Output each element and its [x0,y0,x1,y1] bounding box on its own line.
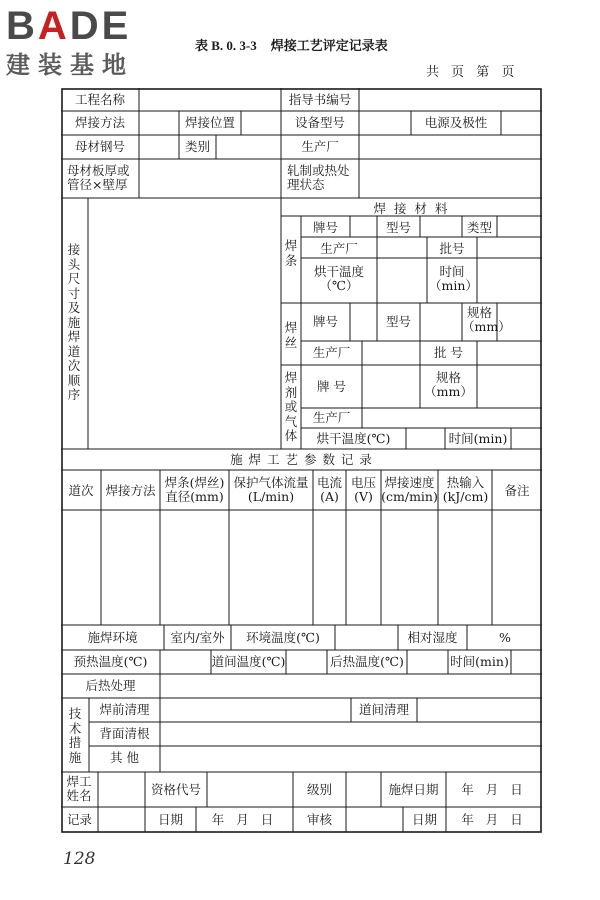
other-measures-label: 其 他 [110,750,139,765]
project-name-label: 工程名称 [74,92,125,107]
category-label: 类别 [184,139,210,154]
steel-grade-label: 母材钢号 [74,139,125,154]
col-electrode-diameter: 焊条(焊丝)直径(mm) [164,475,225,504]
flux-spec-label: 规格（mm） [424,370,473,399]
grade-label: 级别 [306,782,332,797]
wire-group-label: 焊丝 [284,320,298,350]
post-treatment-label: 后热处理 [85,678,136,693]
welder-name-label: 焊工姓名 [66,774,92,803]
logo-subtitle: 建装基地 [6,51,134,79]
col-heat-input: 热输入(kJ/cm) [442,475,489,504]
record-form [61,88,542,833]
logo [6,6,181,88]
weld-method-label: 焊接方法 [74,115,125,130]
humidity-label: 相对湿度 [407,630,458,645]
electrode-batch-label: 批号 [439,241,465,256]
flux-group-label: 焊剂或气体 [284,370,298,443]
electrode-model-label: 型号 [385,220,411,235]
thickness-label: 母材板厚或管径×壁厚 [67,163,130,192]
rolled-state-label: 轧制或热处理状态 [287,163,350,192]
manufacturer-label: 生产厂 [301,139,339,154]
interpass-temp-label: 道间温度(℃) [211,654,286,669]
indoor-outdoor-label: 室内/室外 [170,630,225,645]
wire-batch-label: 批 号 [434,345,463,360]
interpass-clean-label: 道间清理 [358,702,409,717]
col-method: 焊接方法 [105,483,156,498]
wire-manufacturer-label: 生产厂 [312,345,351,360]
electrode-type-label: 类型 [466,220,492,235]
col-gas-flow: 保护气体流量(L/min) [233,475,309,504]
col-voltage: 电压(V) [350,475,376,504]
wire-model-label: 型号 [385,314,411,329]
electrode-manufacturer-label: 生产厂 [320,241,358,256]
preheat-temp-label: 预热温度(℃) [73,654,148,669]
guide-number-label: 指导书编号 [288,92,352,107]
table-code: 表 B. 0. 3-3 [195,38,257,53]
electrode-brand-label: 牌号 [312,220,338,235]
wire-spec-label: 规格（mm） [462,305,511,334]
table-caption [195,35,388,54]
params-title: 施 焊 工 艺 参 数 记 录 [230,452,373,467]
logo-red-letter: A [37,4,70,48]
cert-code-label: 资格代号 [150,782,201,797]
col-pass: 道次 [68,483,94,498]
record-date-ymd: 年 月 日 [211,812,278,827]
electrode-time-label: 时间（min） [429,264,478,293]
flux-manufacturer-label: 生产厂 [312,410,351,425]
recorder-label: 记录 [66,812,92,827]
record-date-label: 日期 [157,812,183,827]
col-current: 电流(A) [316,475,342,504]
weld-environment-label: 施焊环境 [87,630,138,645]
reviewer-label: 审核 [306,812,332,827]
power-polarity-label: 电源及极性 [424,115,488,130]
col-remarks: 备注 [504,483,530,498]
review-date-label: 日期 [411,812,437,827]
percent-sign: % [499,630,511,645]
table-title: 焊接工艺评定记录表 [270,39,388,54]
weld-position-label: 焊接位置 [184,115,235,130]
materials-title: 焊 接 材 料 [373,201,450,216]
technical-measures-label: 技术措施 [68,706,82,765]
postheat-time-label: 时间(min) [450,654,509,669]
flux-time-label: 时间(min) [448,431,508,446]
weld-date-label: 施焊日期 [388,782,439,797]
back-gouge-label: 背面清根 [99,726,150,741]
flux-dry-temp-label: 烘干温度(℃) [316,431,391,446]
wire-brand-label: 牌号 [312,314,338,329]
flux-brand-label: 牌 号 [317,379,346,394]
electrode-group-label: 焊条 [284,238,298,268]
pre-clean-label: 焊前清理 [99,702,150,717]
review-date-ymd: 年 月 日 [461,812,527,827]
postheat-temp-label: 后热温度(℃) [330,654,404,669]
joint-sequence-label: 接头尺寸及施焊道次顺序 [67,242,81,402]
electrode-dry-temp-label: 烘干温度（℃） [313,264,364,293]
equipment-model-label: 设备型号 [294,115,345,130]
page-count: 共 页 第 页 [426,65,519,80]
weld-date-ymd: 年 月 日 [461,782,527,797]
ambient-temp-label: 环境温度(℃) [246,630,320,645]
col-weld-speed: 焊接速度(cm/min) [381,475,438,504]
logo-wordmark: BADE [6,4,132,48]
page-number: 128 [63,849,96,869]
